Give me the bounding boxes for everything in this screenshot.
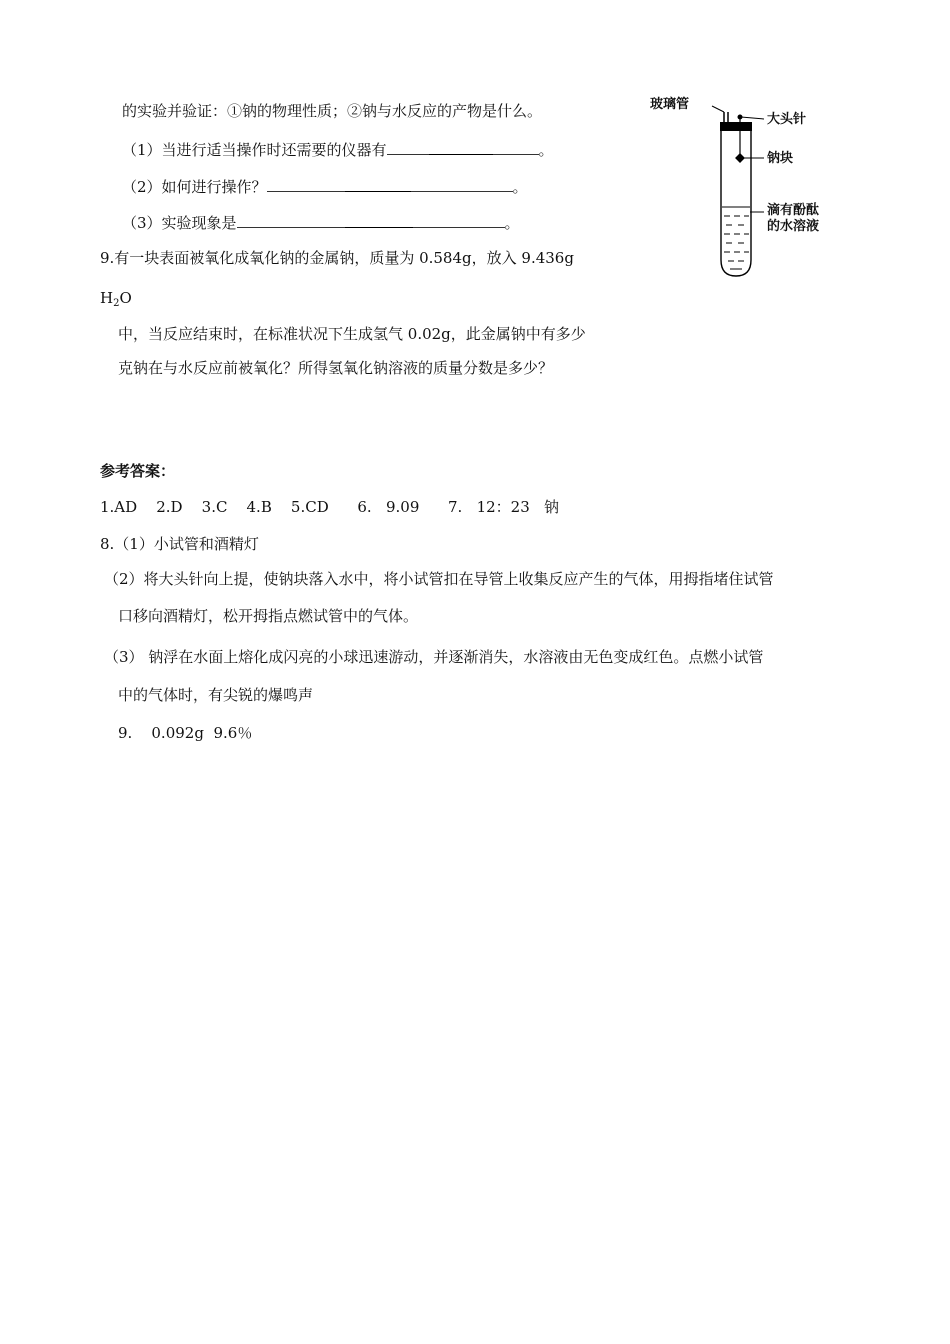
answers-row1: 1.AD 2.D 3.C 4.B 5.CD 6. 9.09 7. 12：23 钠 bbox=[100, 498, 560, 516]
q8-part1-prompt: （1）当进行适当操作时还需要的仪器有 bbox=[122, 141, 387, 159]
q8-part1-end: 。 bbox=[538, 141, 554, 159]
q9-line3: 克钠在与水反应前被氧化？所得氢氧化钠溶液的质量分数是多少？ bbox=[118, 359, 554, 377]
label-sodium: 钠块 bbox=[767, 151, 794, 166]
q8-part3-end: 。 bbox=[504, 214, 520, 232]
water-o: O bbox=[119, 289, 132, 307]
answer-8-1: 8.（1）小试管和酒精灯 bbox=[100, 535, 259, 553]
label-glass-tube: 玻璃管 bbox=[650, 97, 690, 112]
answer-8-3-line1: （3） 钠浮在水面上熔化成闪亮的小球迅速游动，并逐渐消失，水溶液由无色变成红色。点燃小试管 bbox=[104, 648, 764, 666]
answer-9: 9. 0.092g 9.6％ bbox=[118, 724, 253, 742]
water-subscript: 2 bbox=[113, 298, 120, 309]
q8-part2 bbox=[122, 175, 528, 198]
q8-part1-blank bbox=[387, 138, 539, 155]
q8-part3-prompt: （3）实验现象是 bbox=[122, 214, 237, 232]
label-pin: 大头针 bbox=[767, 112, 807, 127]
q8-part2-prompt: （2）如何进行操作？ bbox=[122, 178, 267, 196]
q8-part2-end: 。 bbox=[512, 178, 528, 196]
answer-8-2-line1: （2）将大头针向上提，使钠块落入水中，将小试管扣在导管上收集反应产生的气体，用拇指堵住试管 bbox=[104, 570, 774, 588]
water-h: H bbox=[100, 289, 114, 307]
label-solution-2: 的水溶液 bbox=[767, 219, 820, 234]
q8-part2-blank bbox=[267, 175, 513, 192]
q9-water bbox=[100, 287, 132, 315]
q8-intro: 的实验并验证：①钠的物理性质；②钠与水反应的产物是什么。 bbox=[122, 102, 543, 120]
answers-heading: 参考答案： bbox=[100, 462, 176, 480]
answer-8-3-line2: 中的气体时，有尖锐的爆鸣声 bbox=[118, 686, 314, 704]
q8-part1 bbox=[122, 138, 554, 161]
q8-part3 bbox=[122, 211, 520, 234]
label-solution-1: 滴有酚酞 bbox=[767, 203, 820, 218]
q8-part3-blank bbox=[237, 211, 505, 228]
answer-8-2-line2: 口移向酒精灯，松开拇指点燃试管中的气体。 bbox=[118, 607, 419, 625]
q9-line2: 中，当反应结束时，在标准状况下生成氢气 0.02g，此金属钠中有多少 bbox=[118, 325, 586, 343]
q9-line1: 9.有一块表面被氧化成氧化钠的金属钠，质量为 0.584g，放入 9.436g bbox=[100, 249, 574, 267]
